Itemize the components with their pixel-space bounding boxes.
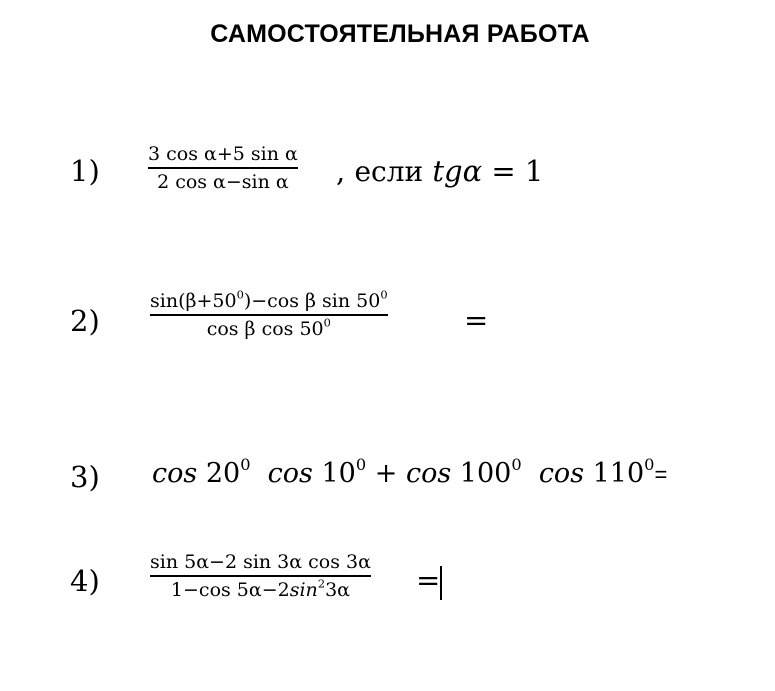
condition-word: если <box>354 155 424 188</box>
equals-sign: = <box>416 563 441 597</box>
equals-sign: = <box>464 303 489 337</box>
problem-number: 4) <box>70 564 100 598</box>
condition-variable: tgα <box>432 154 483 188</box>
condition-value: = 1 <box>491 154 544 188</box>
condition <box>336 154 543 188</box>
problem-number: 2) <box>70 304 100 338</box>
page-title: САМОСТОЯТЕЛЬНАЯ РАБОТА <box>210 20 590 48</box>
text-cursor <box>440 566 442 600</box>
fraction-denominator: 1−cos $5\alpha-2\sin^23\alpha$ <box>170 576 350 601</box>
fraction <box>150 288 388 342</box>
fraction-numerator: $\sin(\beta+50^0)-\cos$ β $\sin 50^0$ <box>150 287 388 312</box>
problem-number: 3) <box>70 460 100 494</box>
fraction <box>148 141 298 195</box>
expression: $\cos 20^0$ $\cos 10^0 + \cos 100^0$ $\cos 110^0=$ <box>152 454 668 489</box>
comma: , <box>336 154 346 188</box>
fraction-numerator: 3 cos α+5 sin α <box>148 143 298 165</box>
equals-sign: = <box>654 462 668 487</box>
problem-number: 1) <box>70 154 100 188</box>
fraction-denominator: cos β $\cos 50^0$ <box>206 315 331 340</box>
fraction-numerator: sin 5α−2 sin 3α cos 3α <box>150 551 371 573</box>
fraction <box>150 549 371 603</box>
fraction-denominator: 2 cos α−sin α <box>157 171 289 193</box>
